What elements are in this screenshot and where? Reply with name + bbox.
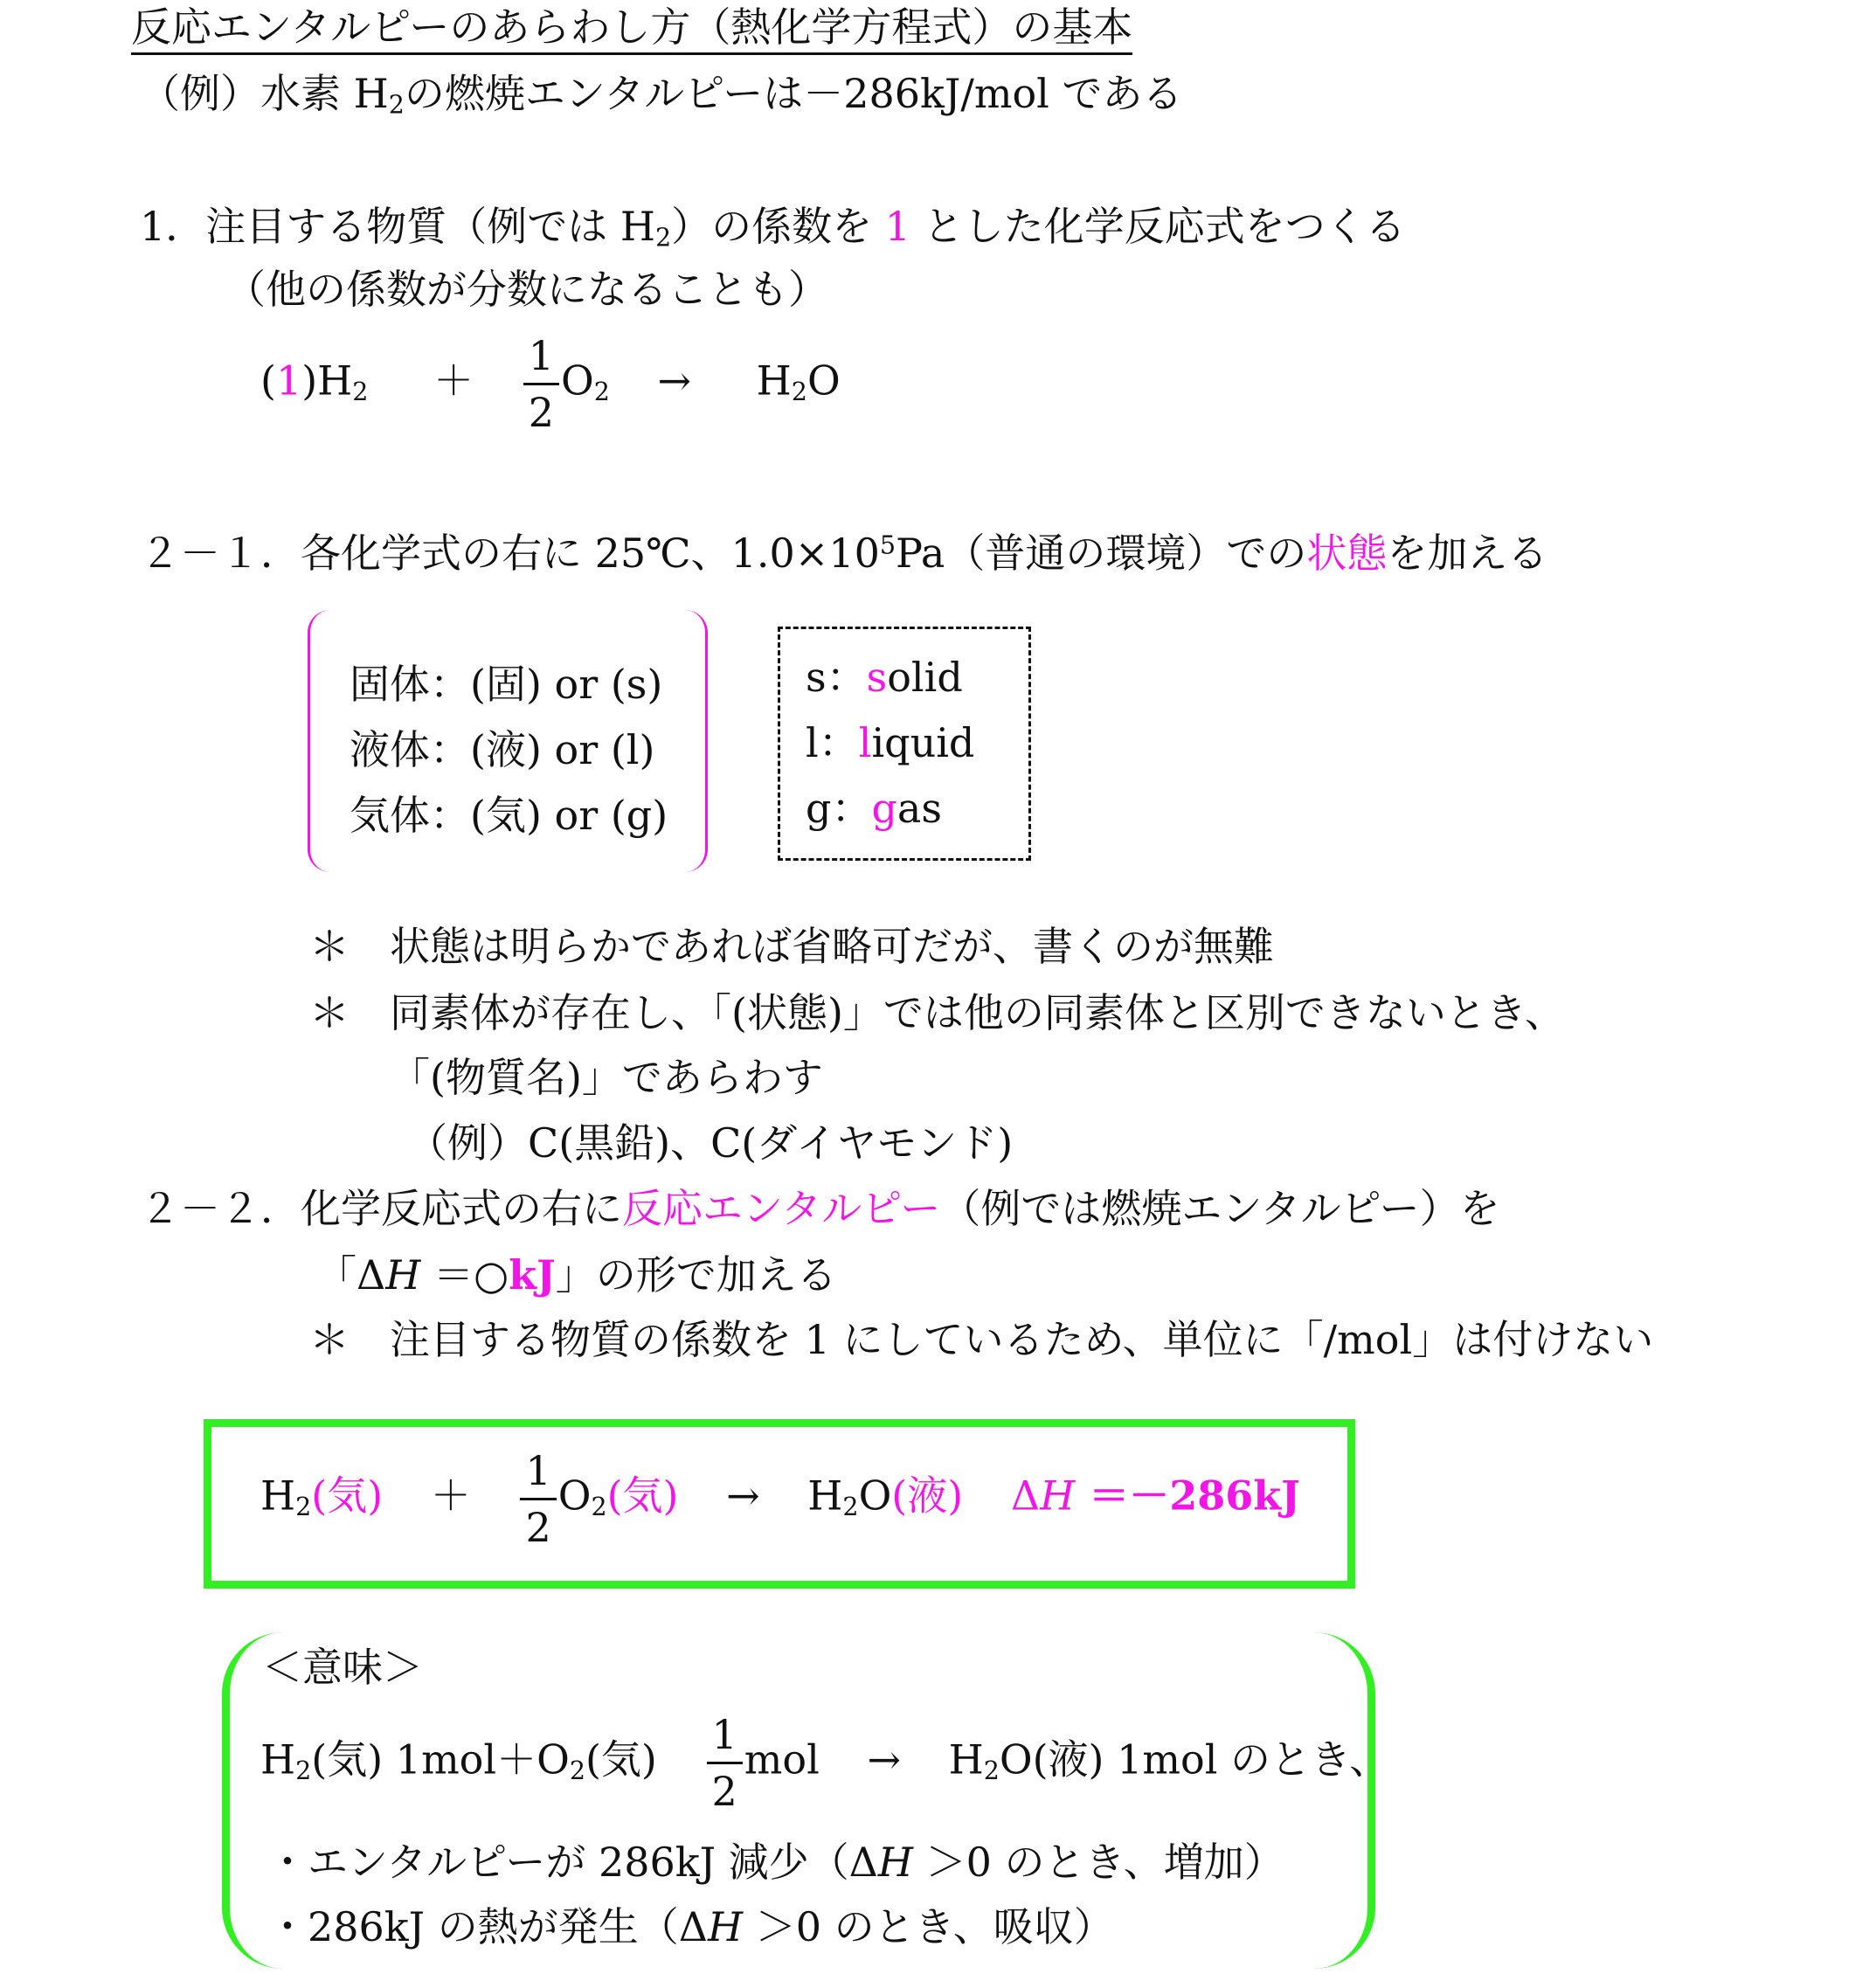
eq1-product: H [756, 357, 792, 405]
eq1-open: ( [260, 357, 276, 405]
abbrev-gas-hl: g [871, 785, 897, 832]
eq1-h2-sub: 2 [352, 377, 369, 406]
meaning-enthalpy-decrease [267, 1839, 1284, 1886]
step22-form [316, 1251, 837, 1299]
example-sub: 2 [388, 90, 405, 120]
meaning-h-sub: 2 [295, 1756, 312, 1785]
eq1-o2: O [560, 357, 594, 405]
abbrev-gas-key: g： [806, 785, 872, 832]
eq2-p-sub: 2 [842, 1492, 859, 1521]
eq1-o2-sub: 2 [593, 377, 610, 406]
eq2-arrow: → [726, 1472, 760, 1520]
eq1-frac-den: 2 [528, 389, 554, 436]
step21-highlight: 状態 [1306, 530, 1388, 577]
eq1-product-sub: 2 [791, 377, 807, 406]
step1-note: （他の係数が分数になることも） [225, 266, 828, 313]
meaning-l3-h: H [707, 1903, 744, 1950]
eq2-dh-delta: Δ [1010, 1472, 1041, 1520]
step21-lead: ２－１．各化学式の右に 25℃、1.0×10 [140, 530, 880, 577]
meaning-frac-num: 1 [707, 1714, 743, 1764]
page-title: 反応エンタルピーのあらわし方（熱化学方程式）の基本 [131, 7, 1132, 55]
meaning-h: H [260, 1735, 296, 1784]
eq2-h: H [260, 1472, 296, 1520]
step22-lead: ２－２．化学反応式の右に [140, 1185, 622, 1232]
meaning-arrow: → [867, 1735, 901, 1784]
meaning-c: (気) [585, 1735, 657, 1784]
eq2-h-state: (気) [311, 1472, 384, 1520]
eq2-frac-num: 1 [520, 1451, 556, 1500]
step22-tail: （例では燃焼エンタルピー）を [940, 1185, 1500, 1232]
note-allotrope: ＊ 同素体が存在し、「(状態)」では他の同素体と区別できないとき、 [309, 989, 1566, 1036]
eq2-dh-h: H [1040, 1472, 1076, 1520]
step22-heading [140, 1185, 1500, 1232]
eq1-product-tail: O [806, 357, 841, 405]
example-line [140, 70, 1183, 120]
eq1-close: )H [301, 357, 353, 405]
abbrev-solid-key: s： [806, 654, 867, 701]
step22-note: ＊ 注目する物質の係数を 1 にしているため、単位に「/mol」は付けない [309, 1316, 1654, 1363]
eq2-o: O [557, 1472, 592, 1520]
eq1-arrow: → [657, 357, 692, 405]
meaning-b: (気) 1mol＋O [311, 1735, 570, 1784]
step22-h: H [385, 1251, 421, 1299]
meaning-heat-release [267, 1903, 1114, 1950]
abbrev-liquid-key: l： [806, 719, 859, 766]
note-state-optional: ＊ 状態は明らかであれば省略可だが、書くのが無難 [309, 923, 1274, 970]
meaning-f: O(液) 1mol のとき、 [999, 1735, 1390, 1784]
abbrev-gas-rest: as [896, 785, 942, 832]
step22-close: 」の形で加える [555, 1251, 837, 1299]
meaning-heading: ＜意味＞ [262, 1644, 423, 1691]
meaning-e: H [948, 1735, 984, 1784]
eq1-plus: ＋ [433, 357, 474, 405]
step22-delta: Δ [357, 1251, 386, 1299]
eq2-frac-den: 2 [525, 1504, 551, 1551]
step22-bracket-open: 「 [316, 1251, 357, 1299]
step21-mid: Pa（普通の環境）での [896, 530, 1307, 577]
state-solid: 固体：(固) or (s) [350, 661, 663, 708]
step22-kj: kJ [509, 1251, 556, 1299]
meaning-e-sub: 2 [983, 1756, 1000, 1785]
step21-heading [140, 530, 1548, 577]
meaning-l3-a: ・286kJ の熱が発生（Δ [267, 1903, 708, 1950]
meaning-d: mol [744, 1735, 820, 1784]
step1-tail: とした化学反応式をつくる [910, 203, 1406, 250]
abbrev-solid-rest: olid [887, 654, 963, 701]
abbrev-liquid [806, 719, 975, 766]
step1-highlight: 1 [884, 203, 911, 250]
eq2-dh-value: ＝－286kJ [1075, 1472, 1300, 1520]
eq1-fraction [523, 332, 559, 436]
step21-tail: を加える [1387, 530, 1548, 577]
example-suffix: の燃焼エンタルピーは－286kJ/mol である [404, 70, 1183, 117]
eq2-fraction [520, 1447, 556, 1551]
meaning-o-sub: 2 [569, 1756, 585, 1785]
meaning-l2-a: ・エンタルピーが 286kJ 減少（Δ [267, 1839, 878, 1886]
abbrev-solid-hl: s [866, 654, 888, 701]
meaning-fraction [707, 1711, 743, 1815]
eq2-plus: ＋ [430, 1472, 471, 1520]
meaning-reaction [260, 1711, 1390, 1815]
abbrev-solid [806, 654, 963, 701]
eq2-p-tail: O [858, 1472, 892, 1520]
eq2-o-sub: 2 [591, 1492, 607, 1521]
abbrev-liquid-rest: iquid [871, 719, 975, 766]
abbrev-liquid-hl: l [858, 719, 872, 766]
eq1-frac-num: 1 [523, 336, 559, 385]
note-substance-name: 「(物質名)」であらわす [390, 1054, 823, 1101]
eq2-p-state: (液) [891, 1472, 964, 1520]
step1-sub: 2 [655, 223, 672, 253]
eq2-h-sub: 2 [295, 1492, 312, 1521]
meaning-l2-b: ＞0 のとき、増加） [913, 1839, 1284, 1886]
eq1-coef: 1 [275, 357, 302, 405]
meaning-frac-den: 2 [711, 1768, 737, 1815]
step22-highlight: 反応エンタルピー [622, 1185, 941, 1232]
note-example-carbon: （例）C(黒鉛)、C(ダイヤモンド) [407, 1119, 1014, 1167]
step21-sup: 5 [879, 530, 896, 560]
state-liquid: 液体：(液) or (l) [350, 726, 655, 773]
state-gas: 気体：(気) or (g) [350, 792, 668, 839]
meaning-l3-b: ＞0 のとき、吸収） [743, 1903, 1114, 1950]
equation-1 [260, 332, 841, 436]
abbrev-gas [806, 785, 942, 832]
step22-eq: ＝○ [420, 1251, 509, 1299]
step1-heading [140, 203, 1406, 253]
eq2-p: H [807, 1472, 843, 1520]
step1-mid: ）の係数を [671, 203, 885, 250]
meaning-l2-h: H [877, 1839, 914, 1886]
eq2-o-state: (気) [606, 1472, 679, 1520]
example-prefix: （例）水素 H [140, 70, 389, 117]
equation-2 [260, 1447, 1300, 1551]
step1-lead: 1．注目する物質（例では H [140, 203, 656, 250]
